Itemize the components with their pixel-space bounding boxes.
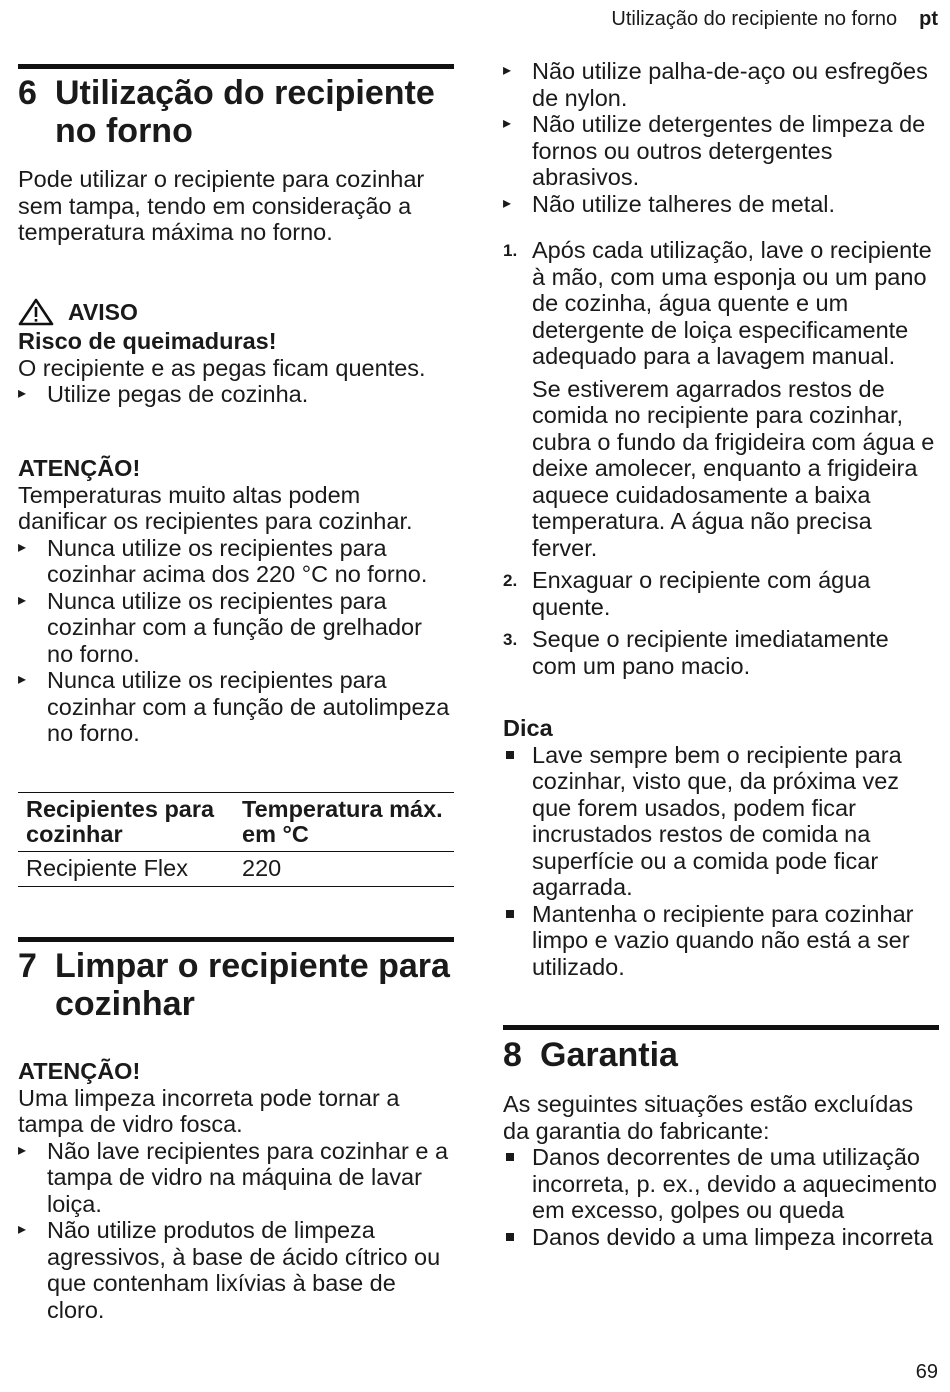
list-item: ▸ Nunca utilize os recipientes para cozinhar com a função de grelhador no forno.: [18, 588, 454, 668]
section-8-rule: [503, 1025, 939, 1030]
table-row: [18, 852, 454, 887]
list-item: Danos decorrentes de uma utilização incorreta, p. ex., devido a aquecimento em excesso, golpes ou queda: [503, 1144, 939, 1224]
list-item: ▸ Nunca utilize os recipientes para cozinhar acima dos 220 °C no forno.: [18, 535, 454, 588]
list-item: Lave sempre bem o recipiente para cozinhar, visto que, da próxima vez que forem usados, podem ficar incrustados restos de comida na superfície ou a comida pode ficar agarrada.: [503, 742, 939, 901]
step-text: Seque o recipiente imediatamente com um pano macio.: [532, 626, 889, 679]
tip-label: Dica: [503, 715, 553, 741]
step-number: 3.: [503, 630, 518, 649]
table-header-cell: Temperatura máx. em °C: [234, 793, 454, 852]
attention-list-continued: [503, 58, 939, 217]
list-item: ▸ Não utilize talheres de metal.: [503, 191, 939, 218]
step-item: [503, 567, 939, 620]
section-8-title: Garantia: [540, 1036, 678, 1074]
warning-label: [18, 298, 454, 326]
table-cell: Recipiente Flex: [18, 852, 234, 887]
list-item: ▸ Não utilize detergentes de limpeza de fornos ou outros detergentes abrasivos.: [503, 111, 939, 191]
list-item: ▸ Nunca utilize os recipientes para cozinhar com a função de autolimpeza no forno.: [18, 667, 454, 747]
list-item: ▸ Não utilize produtos de limpeza agressivos, à base de ácido cítrico ou que contenham lixívias à base de cloro.: [18, 1217, 454, 1323]
attention-text: Uma limpeza incorreta pode tornar a tampa de vidro fosca.: [18, 1084, 400, 1137]
page-number: 69: [915, 1361, 938, 1383]
attention-label: ATENÇÃO!: [18, 455, 141, 481]
warranty-list: [503, 1144, 939, 1250]
temperature-table: [18, 792, 454, 887]
attention-list: [18, 1138, 454, 1324]
warning-heading: Risco de queimaduras!: [18, 328, 277, 354]
section-7-heading: [18, 947, 454, 1023]
section-6-title: Utilização do recipiente no forno: [55, 74, 435, 150]
section-6-rule: [18, 64, 454, 69]
table-header-cell: Recipientes para cozinhar: [18, 793, 234, 852]
header-title: Utilização do recipiente no forno: [611, 8, 898, 30]
cleaning-steps: [503, 237, 939, 685]
step-item: [503, 237, 939, 561]
step-text: Enxaguar o recipiente com água quente.: [532, 567, 871, 620]
warning-label-text: AVISO: [68, 298, 138, 325]
table-header-row: [18, 793, 454, 852]
warning-text: O recipiente e as pegas ficam quentes.: [18, 354, 426, 381]
step-text: Após cada utilização, lave o recipiente à mão, com uma esponja ou um pano de cozinha, água quente e um detergente de loiça especificamente adequado para a lavagem manual.: [532, 237, 932, 369]
section-7-rule: [18, 937, 454, 942]
section-6-intro: Pode utilizar o recipiente para cozinhar sem tampa, tendo em consideração a temperatura máxima no forno.: [18, 166, 425, 245]
language-code: pt: [919, 8, 938, 30]
attention-list: [18, 535, 454, 747]
step-number: 1.: [503, 241, 518, 260]
attention-block-6: [18, 455, 454, 747]
tip-block: [503, 715, 939, 980]
warranty-block: [503, 1091, 939, 1250]
list-item: ▸ Não lave recipientes para cozinhar e a tampa de vidro na máquina de lavar loiça.: [18, 1138, 454, 1218]
section-6-heading: [18, 74, 454, 150]
attention-block-7: [18, 1058, 454, 1323]
list-item: ▸ Não utilize palha-de-aço ou esfregões de nylon.: [503, 58, 939, 111]
warning-block: [18, 328, 454, 408]
warning-list: [18, 381, 454, 408]
running-header: [611, 8, 938, 31]
step-note: Se estiverem agarrados restos de comida no recipiente para cozinhar, cubra o fundo da frigideira com água e deixe amolecer, enquanto a frigideira aquece cuidadosamente a baixa temperatura. A água não precisa ferver.: [532, 375, 935, 561]
list-item: ▸ Utilize pegas de cozinha.: [18, 381, 454, 408]
step-item: [503, 626, 939, 679]
section-8-number: 8: [503, 1036, 522, 1074]
warranty-intro: As seguintes situações estão excluídas da garantia do fabricante:: [503, 1091, 914, 1144]
attention-text: Temperaturas muito altas podem danificar os recipientes para cozinhar.: [18, 481, 413, 534]
section-7-title: Limpar o recipiente para cozinhar: [55, 947, 450, 1023]
section-6-number: 6: [18, 74, 37, 112]
list-item: Danos devido a uma limpeza incorreta: [503, 1224, 939, 1251]
warning-triangle-icon: [18, 298, 54, 326]
tip-list: [503, 742, 939, 981]
attention-label: ATENÇÃO!: [18, 1058, 141, 1084]
section-7-number: 7: [18, 947, 37, 985]
section-8-heading: [503, 1036, 939, 1074]
table-cell: 220: [234, 852, 454, 887]
step-number: 2.: [503, 571, 518, 590]
list-item: Mantenha o recipiente para cozinhar limpo e vazio quando não está a ser utilizado.: [503, 901, 939, 981]
